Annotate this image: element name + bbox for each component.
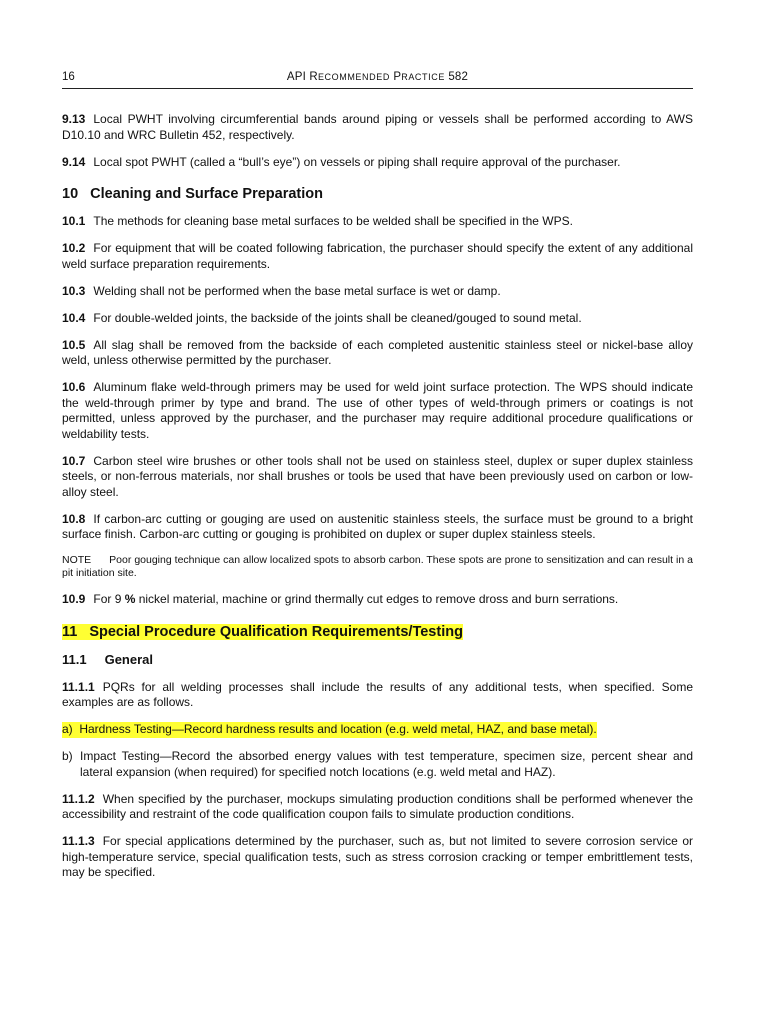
section-title: Special Procedure Qualification Requirements/Testing — [89, 623, 463, 640]
clause-10-5 — [62, 338, 693, 369]
clause-text: Local spot PWHT (called a “bull’s eye”) on vessels or piping shall require approval of the purchaser. — [93, 154, 621, 169]
clause-text: The methods for cleaning base metal surfaces to be welded shall be specified in the WPS. — [93, 214, 573, 228]
note-text: Poor gouging technique can allow localized spots to absorb carbon. These spots are prone to sensitization and can result in a pit initiation site. — [62, 554, 693, 579]
section-heading-10 — [62, 185, 693, 203]
subsection-title: General — [104, 651, 154, 667]
clause-10-9 — [62, 592, 693, 608]
section-number: 11 — [62, 623, 78, 640]
clause-number: 10.5 — [62, 337, 86, 352]
note-label: NOTE — [62, 554, 92, 566]
clause-text-after: nickel material, machine or grind thermally cut edges to remove dross and burn serrations. — [135, 592, 619, 606]
clause-10-8 — [62, 512, 693, 543]
section-heading-11 — [62, 623, 693, 641]
clause-text: Local PWHT involving circumferential bands around piping or vessels shall be performed according to AWS D10.10 and WRC Bulletin 452, respectively. — [62, 112, 693, 142]
clause-number: 10.9 — [62, 592, 86, 606]
list-text: Hardness Testing—Record hardness results and location (e.g. weld metal, HAZ, and base metal). — [79, 722, 597, 736]
highlight — [62, 722, 597, 738]
clause-number: 9.14 — [62, 154, 86, 169]
clause-number: 11.1.3 — [62, 834, 95, 848]
clause-text: Aluminum flake weld-through primers may be used for weld joint surface protection. The WPS should indicate the weld-through primer by type and brand. The use of other types of weld-through primers or coatings is not permitted, unless approved by the purchaser, and the purchaser may require additional procedure qualifications or weldability tests. — [62, 380, 693, 441]
clause-10-1 — [62, 214, 693, 230]
clause-number: 10.3 — [62, 283, 86, 298]
running-header — [62, 70, 693, 89]
clause-text: For double-welded joints, the backside of the joints shall be cleaned/gouged to sound metal. — [93, 310, 582, 325]
clause-text: When specified by the purchaser, mockups simulating production conditions shall be performed whenever the accessibility and restraint of the code qualification coupon fails to simulate production conditions. — [62, 791, 693, 821]
clause-text: Carbon steel wire brushes or other tools shall not be used on stainless steel, duplex or super duplex stainless steels, or non-ferrous materials, nor shall brushes or tools be used that have been previously used on carbon or low-alloy steel. — [62, 453, 693, 499]
list-item-a — [62, 722, 693, 738]
clause-number: 10.1 — [62, 214, 86, 228]
clause-11-1-2 — [62, 792, 693, 823]
clause-10-7 — [62, 454, 693, 501]
clause-number: 10.2 — [62, 241, 86, 255]
clause-number: 9.13 — [62, 112, 86, 126]
clause-text: If carbon-arc cutting or gouging are used on austenitic stainless steels, the surface must be ground to a bright surface finish. Carbon-arc cutting or gouging is prohibited on duplex or super duplex stainless steels. — [62, 511, 693, 541]
clause-10-4 — [62, 311, 693, 327]
list-marker: a) — [62, 722, 73, 736]
running-title-smallcaps-1: ECOMMENDED — [317, 72, 390, 82]
clause-number: 11.1.2 — [62, 791, 95, 806]
clause-10-2 — [62, 241, 693, 272]
clause-number: 10.7 — [62, 453, 86, 468]
clause-number: 11.1.1 — [62, 679, 95, 694]
running-title-mid: P — [389, 71, 402, 83]
highlight — [62, 624, 463, 640]
clause-11-1-3 — [62, 834, 693, 881]
document-body — [62, 112, 693, 892]
clause-number: 10.6 — [62, 380, 86, 394]
subsection-heading-11-1 — [62, 652, 693, 668]
clause-text: Welding shall not be performed when the base metal surface is wet or damp. — [93, 283, 501, 298]
clause-10-3 — [62, 284, 693, 300]
section-title: Cleaning and Surface Preparation — [90, 186, 324, 202]
clause-number: 10.4 — [62, 310, 86, 325]
clause-text: For equipment that will be coated following fabrication, the purchaser should specify the extent of any additional weld surface preparation requirements. — [62, 241, 693, 271]
subsection-number: 11.1 — [62, 651, 87, 667]
clause-9-14 — [62, 155, 693, 171]
list-marker: b) — [62, 749, 73, 763]
clause-text-bold: % — [124, 592, 136, 606]
list-text: Impact Testing—Record the absorbed energy values with test temperature, specimen size, percent shear and lateral expansion (when required) for specified notch locations (e.g. weld metal and HAZ). — [80, 749, 693, 779]
clause-text: All slag shall be removed from the backside of each completed austenitic stainless steel or nickel-base alloy weld, unless otherwise permitted by the purchaser. — [62, 337, 693, 367]
clause-text: PQRs for all welding processes shall include the results of any additional tests, when specified. Some examples are as follows. — [62, 679, 693, 709]
running-title-suffix: 582 — [444, 71, 469, 83]
clause-9-13 — [62, 112, 693, 143]
list-item-b — [62, 749, 693, 780]
clause-10-6 — [62, 380, 693, 442]
clause-11-1-1 — [62, 680, 693, 711]
page-number: 16 — [62, 71, 75, 83]
note — [62, 554, 693, 580]
clause-text-before: For 9 — [93, 592, 125, 606]
running-title-prefix: API R — [286, 71, 318, 83]
clause-number: 10.8 — [62, 511, 86, 526]
running-title-smallcaps-2: RACTICE — [401, 72, 445, 82]
clause-text: For special applications determined by the purchaser, such as, but not limited to severe corrosion service or high-temperature service, special qualification tests, such as stress corrosion cracking or temper embrittlement tests, may be specified. — [62, 834, 693, 879]
running-title — [62, 71, 693, 83]
section-number: 10 — [62, 186, 79, 202]
